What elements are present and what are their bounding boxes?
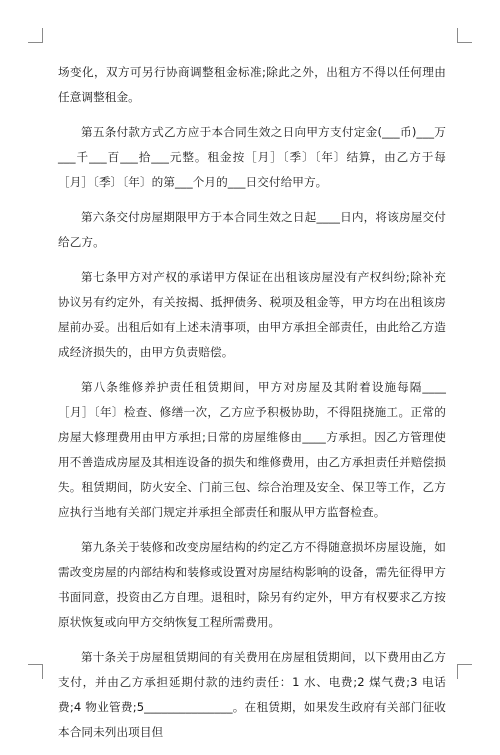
paragraph-article-9-renovation: 第九条关于装修和改变房屋结构的约定乙方不得随意损坏房屋设施，如需改变房屋的内部结构和装修或设置对房屋结构影响的设备，需先征得甲方书面同意，投资由乙方自理。退租时，除另有约定外，甲方有权要求乙方按原状恢复或向甲方交纳恢复工程所需费用。 <box>58 540 446 629</box>
crop-mark-top-left <box>28 28 43 43</box>
paragraph-article-7-title: 第七条甲方对产权的承诺甲方保证在出租该房屋没有产权纠纷;除补充协议另有约定外，有关按揭、抵押债务、税项及租金等，甲方均在出租该房屋前办妥。出租后如有上述未清事项，由甲方承担全部责任，由此给乙方造成经济损失的，由甲方负责赔偿。 <box>58 270 446 359</box>
paragraph-article-8-maintenance: 第八条维修养护责任租赁期间，甲方对房屋及其附着设施每隔____［月］〔年〕检查、修缮一次，乙方应予积极协助，不得阻挠施工。正常的房屋大修理费用由甲方承担;日常的房屋维修由____方承担。因乙方管理使用不善造成房屋及其相连设备的损失和维修费用，由乙方承担责任并赔偿损失。租赁期间，防火安全、门前三包、综合治理及安全、保卫等工作，乙方应执行当地有关部门规定并承担全部责任和服从甲方监督检查。 <box>58 380 446 519</box>
paragraph-article-6-delivery: 第六条交付房屋期限甲方于本合同生效之日起____日内，将该房屋交付给乙方。 <box>58 210 446 249</box>
crop-mark-bottom-left <box>28 664 43 679</box>
crop-mark-top-right <box>457 28 472 43</box>
paragraph-article-5-payment: 第五条付款方式乙方应于本合同生效之日向甲方支付定金(___币)___万___千___百___拾___元整。租金按［月］〔季〕〔年〕结算，由乙方于每［月］〔季〕〔年〕的第___个月的___日交付给甲方。 <box>58 125 446 189</box>
paragraph-article-10-fees: 第十条关于房屋租赁期间的有关费用在房屋租赁期间，以下费用由乙方支付，并由乙方承担延期付款的违约责任：1 水、电费;2 煤气费;3 电话费;4 物业管费;5_______________。在租赁期，如果发生政府有关部门征收本合同未列出项目但 <box>58 650 446 739</box>
crop-mark-bottom-right <box>457 664 472 679</box>
paragraph-rent-adjustment: 场变化，双方可另行协商调整租金标准;除此之外，出租方不得以任何理由任意调整租金。 <box>58 65 446 104</box>
document-body <box>58 60 446 755</box>
